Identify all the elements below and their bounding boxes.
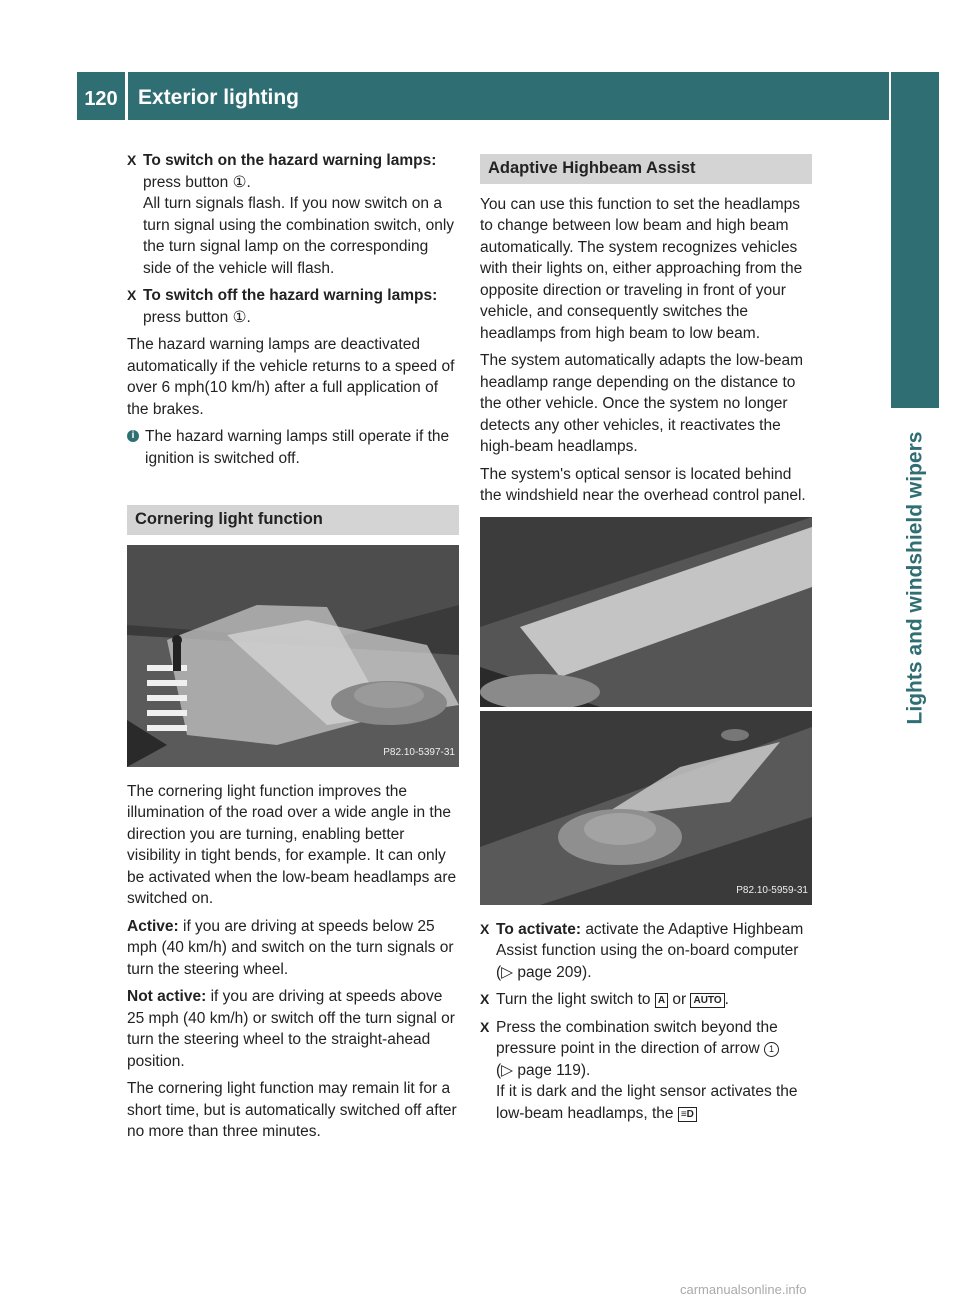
paragraph: You can use this function to set the headlamps to change between low beam and high beam automatically. The system recognizes vehicles with their lights on, either approaching from the opposite direction or traveling in front of your vehicle, and consequently switches the headlamps from high beam to low beam. — [480, 195, 803, 342]
step-marker-icon: X — [480, 991, 490, 1007]
page-number: 120 — [84, 87, 118, 110]
highbeam-assist-figure — [480, 517, 812, 905]
step-marker-icon: X — [480, 920, 490, 937]
not-active-paragraph: Not active: if you are driving at speeds above 25 mph (40 km/h) or switch off the turn signal or turn the steering wheel to the straight-ahead position. — [127, 988, 455, 1070]
step-hazard-on: X To switch on the hazard warning lamps: press button ①. All turn signals flash. If you now switch on a turn signal using the combination switch, only the turn signal lamp on the corresponding side of the vehicle will flash. — [127, 150, 459, 279]
light-switch-auto-icon: AUTO — [690, 993, 724, 1008]
page-header — [77, 72, 889, 120]
left-column — [127, 150, 459, 1149]
cornering-light-figure — [127, 545, 459, 767]
paragraph: The hazard warning lamps are deactivated automatically if the vehicle returns to a speed of over 6 mph(10 km/h) after a full application of the brakes. — [127, 336, 455, 418]
figure-code: P82.10-5397-31 — [383, 747, 455, 758]
info-icon: i — [127, 430, 139, 442]
paragraph: The system automatically adapts the low-beam headlamp range depending on the distance to the other vehicle. Once the system no longer detects any other vehicles, it reactivates the high-beam headlamps. — [480, 352, 804, 455]
side-tab-label: Lights and windshield wipers — [903, 431, 926, 725]
step-combination-switch: X Press the combination switch beyond the pressure point in the direction of arrow 1 (▷ page 119). If it is dark and the light sensor activates the low-beam headlamps, the ≡D — [480, 1017, 812, 1125]
info-note: i The hazard warning lamps still operate if the ignition is switched off. — [127, 426, 459, 469]
section-heading: Cornering light function — [127, 505, 459, 535]
right-column — [480, 150, 812, 1130]
footer-watermark: carmanualsonline.info — [680, 1282, 807, 1297]
callout-number-icon: 1 — [764, 1042, 779, 1057]
side-tab-upper — [891, 72, 939, 408]
step-activate: X To activate: activate the Adaptive Highbeam Assist function using the on-board computer (▷ page 209). — [480, 919, 812, 984]
light-switch-a-icon: A — [655, 993, 668, 1008]
active-paragraph: Active: if you are driving at speeds below 25 mph (40 km/h) and switch on the turn signals or turn the steering wheel. — [127, 917, 454, 978]
step-marker-icon: X — [127, 287, 137, 303]
step-marker-icon: X — [127, 152, 137, 168]
figure-code: P82.10-5959-31 — [736, 885, 808, 896]
highbeam-assist-illustration — [480, 517, 812, 905]
page-title: Exterior lighting — [138, 86, 300, 109]
step-hazard-off: X To switch off the hazard warning lamps: press button ①. — [127, 285, 459, 328]
cornering-light-illustration — [127, 545, 459, 767]
paragraph: The cornering light function may remain lit for a short time, but is automatically switched off after no more than three minutes. — [127, 1080, 457, 1140]
step-light-switch: X Turn the light switch to A or AUTO . — [480, 989, 812, 1011]
section-heading: Adaptive Highbeam Assist — [480, 154, 812, 184]
paragraph: The system's optical sensor is located behind the windshield near the overhead control panel. — [480, 465, 806, 504]
high-beam-assist-icon: ≡D — [678, 1107, 697, 1122]
step-marker-icon: X — [480, 1018, 490, 1035]
paragraph: The cornering light function improves the illumination of the road over a wide angle in the direction you are turning, enabling better visibility in tight bends, for example. It can only be activated when the low-beam headlamps are switched on. — [127, 782, 457, 907]
